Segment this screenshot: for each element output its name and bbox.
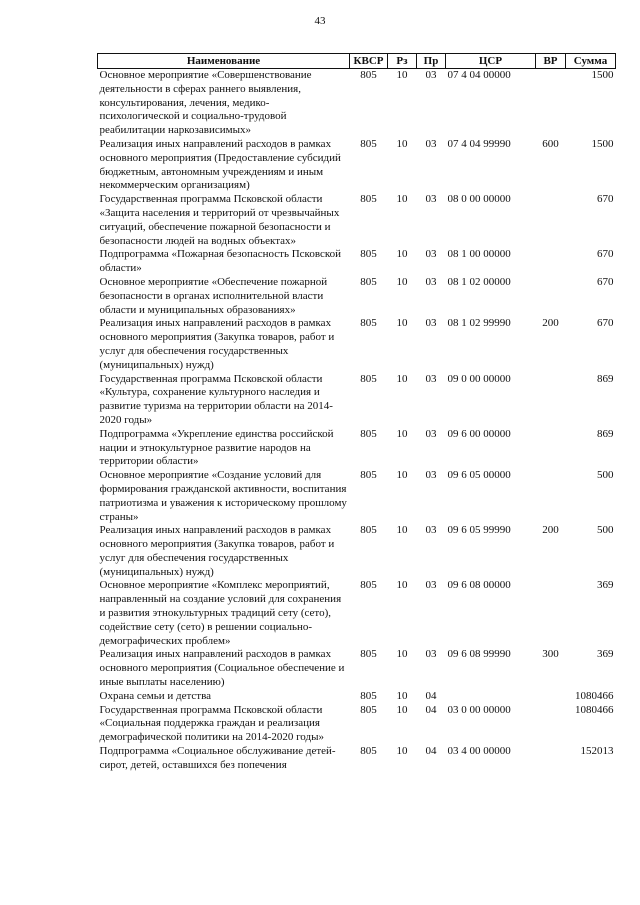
row-sum: 369 — [597, 648, 614, 661]
table-row — [98, 276, 616, 317]
row-vr — [536, 69, 566, 138]
row-name: Подпрограмма «Социальное обслуживание детей-сирот, детей, оставшихся без попечения — [99, 745, 336, 771]
row-name: Реализация иных направлений расходов в рамках основного мероприятия (Предоставление субсидий бюджетным, автономным учреждениям и иным некоммерческим организациям) — [99, 137, 341, 192]
row-pr: 03 — [425, 137, 437, 150]
row-rz: 10 — [396, 689, 408, 702]
table-row — [98, 524, 616, 579]
row-sum: 1500 — [591, 69, 614, 81]
row-pr: 03 — [425, 648, 437, 661]
row-csr: 03 4 00 00000 — [447, 745, 511, 758]
row-vr: 300 — [542, 648, 559, 661]
row-sum: 670 — [597, 317, 614, 330]
row-kvsr: 805 — [360, 689, 377, 702]
row-name: Основное мероприятие «Создание условий для формирования гражданской активности, воспитания патриотизма и уважения к историческому прошлому страны» — [99, 469, 347, 523]
row-rz: 10 — [396, 69, 408, 81]
row-sum: 369 — [597, 579, 614, 592]
row-vr — [536, 704, 566, 745]
table-row — [98, 704, 616, 745]
row-sum: 500 — [597, 469, 614, 482]
table-row — [98, 69, 616, 138]
row-sum: 670 — [597, 193, 614, 206]
table-row — [98, 248, 616, 276]
row-pr: 04 — [425, 703, 437, 716]
row-sum: 500 — [597, 524, 614, 537]
row-sum: 1500 — [591, 137, 614, 150]
row-pr: 03 — [425, 248, 437, 261]
table-row — [98, 579, 616, 648]
row-name: Подпрограмма «Укрепление единства российской нации и этнокультурное развитие народов на территории области» — [99, 427, 334, 468]
row-vr — [536, 276, 566, 317]
row-pr: 03 — [425, 524, 437, 537]
table-row — [98, 690, 616, 704]
row-vr — [536, 248, 566, 276]
row-sum: 1080466 — [575, 689, 614, 702]
row-csr: 08 1 00 00000 — [447, 248, 511, 261]
row-kvsr: 805 — [360, 372, 377, 385]
row-csr: 07 4 04 99990 — [447, 137, 511, 150]
row-name: Охрана семьи и детства — [99, 689, 212, 702]
row-name: Реализация иных направлений расходов в рамках основного мероприятия (Закупка товаров, работ и услуг для обеспечения государственных (муниципальных) нужд) — [99, 317, 335, 371]
row-csr: 03 0 00 00000 — [447, 703, 511, 716]
row-rz: 10 — [396, 193, 408, 206]
row-kvsr: 805 — [360, 248, 377, 261]
row-sum: 670 — [597, 275, 614, 288]
row-csr: 09 6 08 99990 — [447, 648, 511, 661]
row-csr: 08 1 02 99990 — [447, 317, 511, 330]
row-csr — [446, 690, 536, 704]
row-kvsr: 805 — [360, 137, 377, 150]
row-rz: 10 — [396, 372, 408, 385]
row-name: Основное мероприятие «Совершенствование деятельности в сферах раннего выявления, консультирования, лечения, медико-психологической и социально-трудовой реабилитации наркозависимых» — [99, 69, 312, 137]
row-kvsr: 805 — [360, 745, 377, 758]
row-csr: 08 1 02 00000 — [447, 275, 511, 288]
row-sum: 152013 — [580, 745, 614, 758]
row-name: Государственная программа Псковской области «Социальная поддержка граждан и реализация демографической политики на 2014-2020 годы» — [99, 703, 324, 744]
row-pr: 03 — [425, 69, 437, 81]
row-sum: 869 — [597, 372, 614, 385]
row-name: Государственная программа Псковской области «Защита населения и территорий от чрезвычайных ситуаций, обеспечение пожарной безопасности и безопасности людей на водных объектах» — [99, 193, 340, 247]
row-sum: 869 — [597, 427, 614, 440]
row-rz: 10 — [396, 275, 408, 288]
header-csr: ЦСР — [446, 54, 536, 69]
table-row — [98, 745, 616, 773]
table-row — [98, 648, 616, 689]
row-rz: 10 — [396, 579, 408, 592]
row-pr: 03 — [425, 469, 437, 482]
row-kvsr: 805 — [360, 524, 377, 537]
row-rz: 10 — [396, 524, 408, 537]
row-kvsr: 805 — [360, 648, 377, 661]
row-csr: 09 6 08 00000 — [447, 579, 511, 592]
table-row — [98, 317, 616, 372]
row-name: Реализация иных направлений расходов в рамках основного мероприятия (Закупка товаров, работ и услуг для обеспечения государственных (муниципальных) нужд) — [99, 524, 335, 578]
table-row — [98, 138, 616, 193]
row-name: Государственная программа Псковской области «Культура, сохранение культурного наследия и развитие туризма на территории области на 2014-2020 годы» — [99, 372, 333, 426]
row-pr: 03 — [425, 275, 437, 288]
row-rz: 10 — [396, 703, 408, 716]
row-rz: 10 — [396, 317, 408, 330]
row-vr — [536, 579, 566, 648]
row-vr — [536, 193, 566, 248]
table-row — [98, 373, 616, 428]
header-rz: Рз — [388, 54, 417, 69]
row-csr: 08 0 00 00000 — [447, 193, 511, 206]
row-csr: 09 6 00 00000 — [447, 427, 511, 440]
row-name: Основное мероприятие «Обеспечение пожарной безопасности в органах исполнительной власти области и муниципальных образованиях» — [99, 275, 328, 316]
row-pr: 03 — [425, 317, 437, 330]
table-row — [98, 469, 616, 524]
header-pr: Пр — [417, 54, 446, 69]
row-csr: 09 0 00 00000 — [447, 372, 511, 385]
row-csr: 07 4 04 00000 — [447, 69, 511, 81]
row-vr: 200 — [542, 317, 559, 330]
row-sum: 670 — [597, 248, 614, 261]
row-kvsr: 805 — [360, 427, 377, 440]
row-vr — [536, 469, 566, 524]
row-pr: 03 — [425, 579, 437, 592]
row-vr — [536, 373, 566, 428]
row-sum: 1080466 — [575, 703, 614, 716]
row-kvsr: 805 — [360, 69, 377, 81]
header-vr: ВР — [536, 54, 566, 69]
row-vr — [536, 428, 566, 469]
row-kvsr: 805 — [360, 469, 377, 482]
row-rz: 10 — [396, 427, 408, 440]
header-name: Наименование — [98, 54, 350, 69]
row-pr: 03 — [425, 372, 437, 385]
row-vr — [536, 690, 566, 704]
page-number: 43 — [314, 15, 326, 27]
row-pr: 04 — [425, 745, 437, 758]
table-header-row — [98, 54, 616, 69]
row-rz: 10 — [396, 137, 408, 150]
row-name: Основное мероприятие «Комплекс мероприятий, направленный на создание условий для сохранения и развития этнокультурных традиций сету (сето), содействие сету (сето) в решении социально-демографических проблем» — [99, 579, 342, 647]
row-name: Подпрограмма «Пожарная безопасность Псковской области» — [99, 248, 342, 275]
row-vr — [536, 745, 566, 773]
row-pr: 03 — [425, 427, 437, 440]
budget-table — [97, 53, 616, 773]
table-row — [98, 428, 616, 469]
row-vr: 600 — [542, 137, 559, 150]
row-vr: 200 — [542, 524, 559, 537]
row-name: Реализация иных направлений расходов в рамках основного мероприятия (Социальное обеспечение и иные выплаты населению) — [99, 648, 345, 689]
row-kvsr: 805 — [360, 703, 377, 716]
header-kvsr: КВСР — [350, 54, 388, 69]
row-rz: 10 — [396, 248, 408, 261]
row-rz: 10 — [396, 648, 408, 661]
row-kvsr: 805 — [360, 579, 377, 592]
row-csr: 09 6 05 99990 — [447, 524, 511, 537]
row-pr: 03 — [425, 193, 437, 206]
row-pr: 04 — [425, 689, 437, 702]
header-sum: Сумма — [566, 54, 616, 69]
row-kvsr: 805 — [360, 193, 377, 206]
table-row — [98, 193, 616, 248]
row-kvsr: 805 — [360, 317, 377, 330]
row-csr: 09 6 05 00000 — [447, 469, 511, 482]
row-rz: 10 — [396, 745, 408, 758]
row-kvsr: 805 — [360, 275, 377, 288]
row-rz: 10 — [396, 469, 408, 482]
